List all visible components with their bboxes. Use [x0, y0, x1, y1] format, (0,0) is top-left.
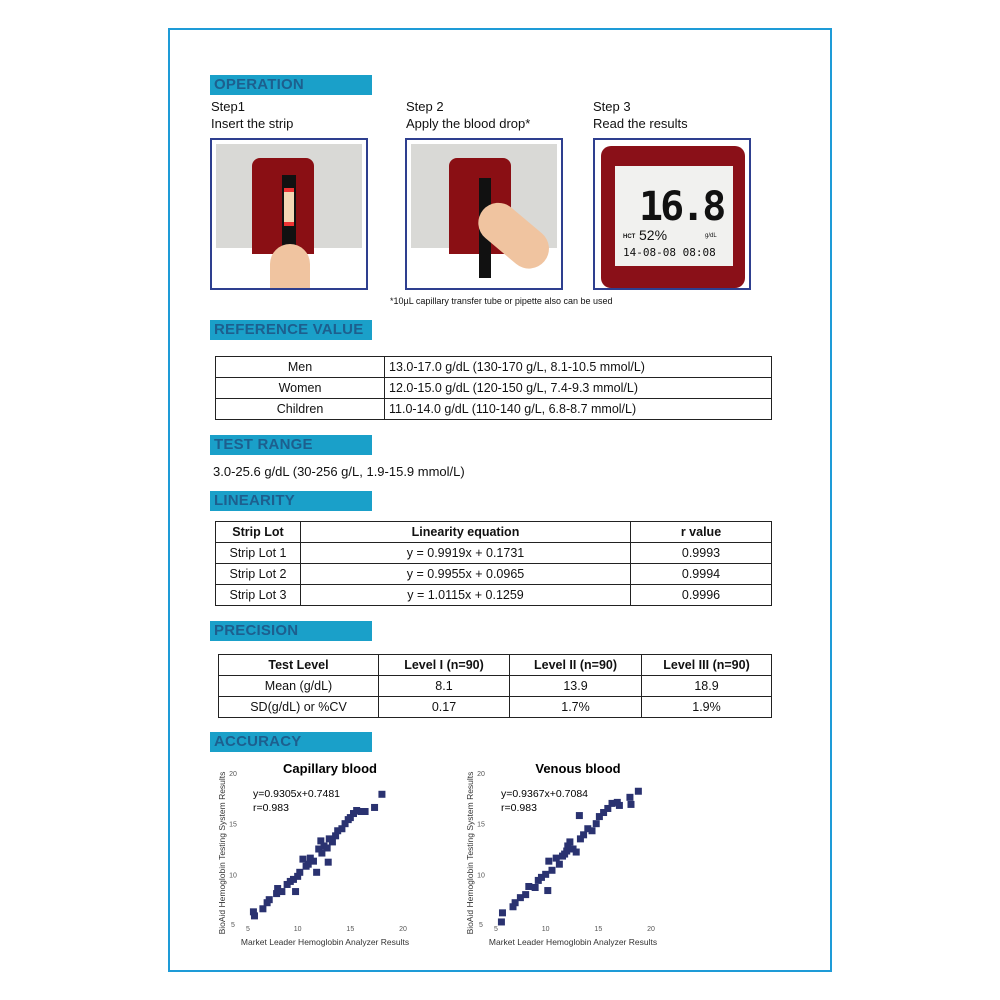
step-desc: Apply the blood drop*	[406, 116, 531, 131]
x-tick-label: 15	[346, 926, 355, 933]
data-point	[318, 850, 325, 857]
cell: Strip Lot 2	[216, 564, 301, 585]
section-precision: PRECISION	[210, 621, 372, 641]
correlation-r: r=0.983	[253, 802, 289, 814]
data-point	[593, 820, 600, 827]
data-point	[573, 849, 580, 856]
step3-text	[593, 98, 688, 132]
data-point	[378, 791, 385, 798]
step2-text	[406, 98, 530, 132]
section-linearity: LINEARITY	[210, 491, 372, 511]
data-point	[561, 851, 568, 858]
reference-table	[215, 356, 772, 420]
x-tick-label: 10	[541, 926, 550, 933]
x-tick-label: 15	[594, 926, 603, 933]
table-row	[219, 676, 772, 697]
data-point	[499, 909, 506, 916]
cell: 1.9%	[642, 697, 772, 718]
cell: Strip Lot 1	[216, 543, 301, 564]
data-point	[296, 869, 303, 876]
data-point	[532, 884, 539, 891]
data-point	[525, 883, 532, 890]
cell: 8.1	[379, 676, 510, 697]
step-label: Step 2	[406, 99, 444, 114]
section-accuracy: ACCURACY	[210, 732, 372, 752]
table-row	[216, 399, 772, 420]
data-point	[371, 804, 378, 811]
x-axis-label: Market Leader Hemoglobin Analyzer Results	[240, 937, 410, 947]
data-point	[553, 855, 560, 862]
display-value: 16.8	[639, 184, 724, 230]
capillary-chart	[215, 755, 445, 955]
table-row	[216, 585, 772, 606]
section-test-range: TEST RANGE	[210, 435, 372, 455]
y-axis-label: BioAid Hemoglobin Testing System Results	[465, 771, 475, 935]
cell: 1.7%	[510, 697, 642, 718]
linearity-table	[215, 521, 772, 606]
cell: Strip Lot 3	[216, 585, 301, 606]
cell: SD(g/dL) or %CV	[219, 697, 379, 718]
header-cell: Level I (n=90)	[379, 655, 510, 676]
regression-equation: y=0.9305x+0.7481	[253, 788, 340, 800]
table-row	[216, 543, 772, 564]
cell: 0.9996	[631, 585, 772, 606]
data-point	[576, 812, 583, 819]
y-axis-label: BioAid Hemoglobin Testing System Results	[217, 771, 227, 935]
cell: 0.17	[379, 697, 510, 718]
data-point	[307, 855, 314, 862]
table-row	[216, 564, 772, 585]
y-tick-label: 10	[229, 872, 237, 880]
data-point	[626, 794, 633, 801]
cell: 0.9993	[631, 543, 772, 564]
hct-value: 52%	[639, 227, 668, 243]
y-tick-label: 10	[477, 872, 485, 880]
unit-label: g/dL	[705, 233, 717, 239]
header-cell: Linearity equation	[301, 522, 631, 543]
data-point	[589, 827, 596, 834]
header-cell: Strip Lot	[216, 522, 301, 543]
cell: Mean (g/dL)	[219, 676, 379, 697]
x-tick-label: 5	[494, 926, 498, 933]
cell: y = 0.9919x + 0.1731	[301, 543, 631, 564]
data-point	[522, 891, 529, 898]
data-point	[564, 842, 571, 849]
step1-image	[210, 138, 368, 290]
header-cell: Level III (n=90)	[642, 655, 772, 676]
data-point	[616, 802, 623, 809]
table-row	[216, 357, 772, 378]
step-label: Step1	[211, 99, 245, 114]
data-point	[292, 888, 299, 895]
cell: 11.0-14.0 g/dL (110-140 g/L, 6.8-8.7 mmol/L)	[385, 399, 772, 420]
cell: 12.0-15.0 g/dL (120-150 g/L, 7.4-9.3 mmol/L)	[385, 378, 772, 399]
data-point	[329, 838, 336, 845]
data-point	[251, 912, 258, 919]
venous-chart	[463, 755, 693, 955]
x-tick-label: 20	[399, 926, 407, 933]
precision-table	[218, 654, 772, 718]
cell: 13.9	[510, 676, 642, 697]
footnote: *10µL capillary transfer tube or pipette also can be used	[390, 296, 613, 306]
step-desc: Insert the strip	[211, 116, 294, 131]
data-point	[542, 871, 549, 878]
data-point	[635, 788, 642, 795]
cell: y = 1.0115x + 0.1259	[301, 585, 631, 606]
step2-image	[405, 138, 563, 290]
data-point	[556, 861, 563, 868]
x-tick-label: 5	[246, 926, 250, 933]
data-point	[259, 905, 266, 912]
y-tick-label: 20	[229, 771, 237, 778]
y-tick-label: 5	[231, 922, 235, 929]
data-point	[362, 808, 369, 815]
header-cell: Test Level	[219, 655, 379, 676]
chart-title: Venous blood	[535, 761, 621, 776]
x-tick-label: 20	[647, 926, 655, 933]
data-point	[278, 888, 285, 895]
data-point	[544, 887, 551, 894]
data-point	[580, 831, 587, 838]
correlation-r: r=0.983	[501, 802, 537, 814]
step-label: Step 3	[593, 99, 631, 114]
cell: 18.9	[642, 676, 772, 697]
cell: y = 0.9955x + 0.0965	[301, 564, 631, 585]
data-point	[313, 869, 320, 876]
test-range-text: 3.0-25.6 g/dL (30-256 g/L, 1.9-15.9 mmol/L)	[213, 464, 465, 479]
step1-text	[211, 98, 293, 132]
y-tick-label: 15	[477, 821, 485, 829]
cell: Children	[216, 399, 385, 420]
y-tick-label: 15	[229, 821, 237, 829]
table-header	[216, 522, 772, 543]
table-row	[219, 697, 772, 718]
chart-title: Capillary blood	[283, 761, 377, 776]
data-point	[498, 918, 505, 925]
table-row	[216, 378, 772, 399]
regression-equation: y=0.9367x+0.7084	[501, 788, 588, 800]
x-tick-label: 10	[293, 926, 302, 933]
cell: Women	[216, 378, 385, 399]
y-tick-label: 20	[477, 771, 485, 778]
header-cell: r value	[631, 522, 772, 543]
header-cell: Level II (n=90)	[510, 655, 642, 676]
data-point	[325, 859, 332, 866]
data-point	[545, 858, 552, 865]
step3-meter-image	[593, 138, 751, 290]
display-datetime: 14-08-08 08:08	[623, 246, 716, 259]
data-point	[627, 801, 634, 808]
x-axis-label: Market Leader Hemoglobin Analyzer Results	[488, 937, 658, 947]
section-reference: REFERENCE VALUE	[210, 320, 372, 340]
cell: 13.0-17.0 g/dL (130-170 g/L, 8.1-10.5 mmol/L)	[385, 357, 772, 378]
cell: 0.9994	[631, 564, 772, 585]
step-desc: Read the results	[593, 116, 688, 131]
cell: Men	[216, 357, 385, 378]
section-operation: OPERATION	[210, 75, 372, 95]
data-point	[548, 867, 555, 874]
hct-label: HCT	[623, 234, 636, 240]
data-point	[266, 896, 273, 903]
y-tick-label: 5	[479, 922, 483, 929]
table-header	[219, 655, 772, 676]
